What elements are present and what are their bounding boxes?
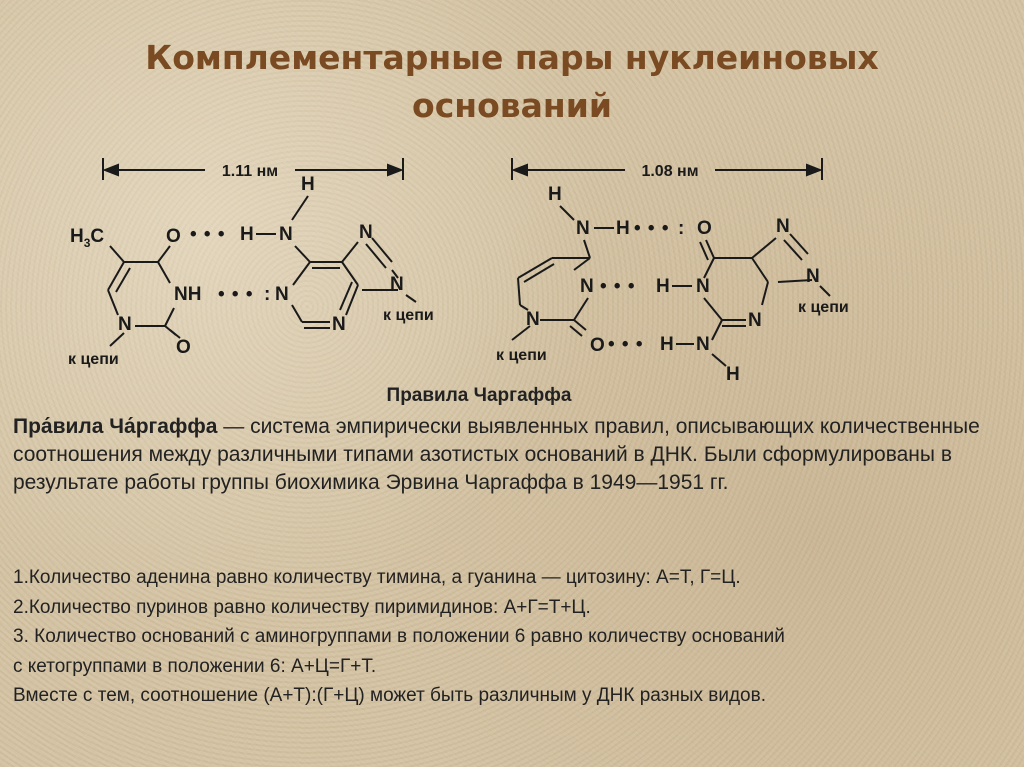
cytosine-molecule [496,184,694,364]
atom-o-t2: O [176,337,191,358]
atom-n-a-3: N [332,314,346,335]
atom-n-a-amino: N [279,224,293,245]
atom-n-a-9: N [390,274,404,295]
rules-heading: Правила Чаргаффа [386,385,572,406]
svg-text::: : [264,284,271,305]
slide-title-line-1: Комплементарные пары нуклеиновых [145,38,879,77]
svg-text::: : [678,218,685,239]
atom-n-g-3: N [748,310,762,331]
rule-2: 2.Количество пуринов равно количеству пиримидинов: А+Г=Т+Ц. [13,596,591,618]
atom-h-g2: H [660,334,674,355]
guanine-molecule [696,216,849,385]
chain-label-g: к цепи [798,299,849,316]
hbond-dots-5: • • • [608,334,644,355]
definition-text: — система эмпирически выявленных правил, описывающих количественные соотношения между различными типами азотистых оснований в ДНК. Были сформулированы в результате работы группы биохимика Эрвина Чаргаффа в 1949—1951 гг. [13,415,980,494]
distance-arrow-right [512,158,822,180]
atom-n-g-9: N [806,266,820,287]
svg-text:H3C [70,226,104,250]
atom-nh-t: NH [174,284,202,305]
atom-h-c1: H [616,218,630,239]
thymine-adenine-pair [68,158,434,368]
base-pair-diagram [0,150,1024,385]
hbond-dots-3: • • • [634,218,670,239]
rule-3-continued: с кетогруппами в положении 6: А+Ц=Г+Т. [13,655,377,677]
atom-n-c-3: N [580,276,594,297]
definition-term: Пра́вила Ча́ргаффа [13,415,218,438]
atom-o-c: O [590,335,605,356]
hbond-dots-1: • • • [190,224,226,245]
atom-n-g-1: N [696,276,710,297]
distance-arrow-left [103,158,403,180]
atom-h-g-bottom: H [726,364,740,385]
slide-title-line-2: оснований [412,86,612,125]
hbond-dots-4: • • • [600,276,636,297]
rule-note: Вместе с тем, соотношение (А+Т):(Г+Ц) может быть различным у ДНК разных видов. [13,685,766,706]
atom-h-g1: H [656,276,670,297]
adenine-molecule [275,174,434,335]
atom-n-c-1: N [526,309,540,330]
atom-n-g-amino: N [696,334,710,355]
atom-n-a-1: N [275,284,289,305]
atom-n-c-amino: N [576,218,590,239]
atom-h-a1: H [240,224,254,245]
hbond-dots-2: • • • [218,284,254,305]
distance-label-right: 1.08 нм [641,163,699,180]
atom-o-t1: O [166,226,181,247]
atom-n-a-7: N [359,222,373,243]
definition-paragraph [13,413,1003,497]
cytosine-guanine-pair [496,158,849,385]
atom-h3c-tail: C [90,226,105,247]
rule-1: 1.Количество аденина равно количеству тимина, а гуанина — цитозину: А=Т, Г=Ц. [13,567,741,588]
chain-label-a: к цепи [383,307,434,324]
thymine-molecule [68,226,201,368]
rules-list [13,563,1013,711]
atom-n-g-7: N [776,216,790,237]
atom-o-g: O [697,218,712,239]
atom-h3c-sub: 3 [83,236,91,250]
atom-h3c: H [70,226,84,247]
chain-label-c: к цепи [496,347,547,364]
chain-label-t: к цепи [68,351,119,368]
atom-h-c-top: H [548,184,562,205]
rule-3: 3. Количество оснований с аминогруппами в положении 6 равно количеству оснований [13,626,785,647]
atom-n-t: N [118,314,132,335]
slide-title [0,34,1024,130]
distance-label-left: 1.11 нм [221,163,279,180]
atom-h-a-top: H [301,174,315,195]
